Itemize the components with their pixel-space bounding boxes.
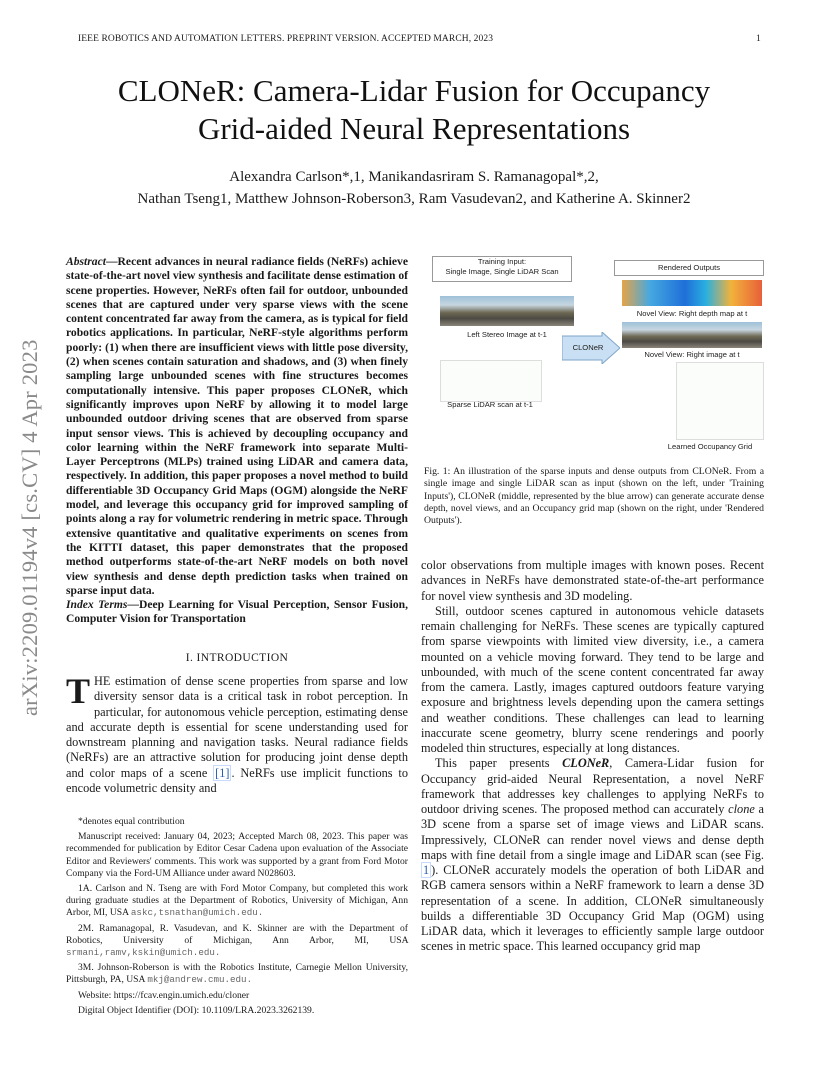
training-input-box <box>432 256 572 282</box>
authors-line-2: Nathan Tseng1, Matthew Johnson-Roberson3, Ram Vasudevan2, and Katherine A. Skinner2 <box>137 191 691 207</box>
novel-image <box>622 322 762 348</box>
page-number: 1 <box>756 34 761 44</box>
right-column-body <box>421 558 764 955</box>
footnote-website: Website: https://fcav.engin.umich.edu/cloner <box>78 989 250 1001</box>
intro-text-1: estimation of dense scene properties from sparse and low diversity sensor data is a critical task in robot perception. In particular, for autonomous vehicle perception, estimating dense and accurate depth is essential for scene understanding used for downstream planning and navigation tasks. Neural radiance fields (NeRFs) are an attractive solution for producing joint dense depth and color maps of a scene <box>66 674 408 780</box>
sparse-lidar-image <box>440 360 542 402</box>
index-terms-label: Index Terms <box>66 598 128 611</box>
figure-caption: Fig. 1: An illustration of the sparse inputs and dense outputs from CLONeR. From a single image and single LiDAR scan as input (shown on the left, under 'Training Inputs'), CLONeR (middle, represented by the blue arrow) can generate accurate dense depth, novel views, and an Occupancy grid map (shown on the right, under 'Rendered Outputs'). <box>424 466 764 527</box>
p3-end: ). CLONeR accurately models the operation of both LiDAR and RGB camera sensors within a NeRF framework to learn a dense 3D representation of a scene. In addition, CLONeR simultaneously builds a differentiable 3D Occupancy Grid Map (OGM) using LiDAR data, which it leverages to efficiently sample large outdoor scenes in metric space. This learned occupancy grid map <box>421 863 764 954</box>
drop-cap: T <box>66 671 91 711</box>
title-line-1: CLONeR: Camera-Lidar Fusion for Occupancy <box>117 73 711 108</box>
running-head: IEEE ROBOTICS AND AUTOMATION LETTERS. PREPRINT VERSION. ACCEPTED MARCH, 2023 <box>78 34 494 44</box>
body-paragraph-3 <box>421 756 764 954</box>
index-terms: Index Terms—Deep Learning for Visual Perception, Sensor Fusion, Computer Vision for Transportation <box>66 598 408 626</box>
footnote-3-email: mkj@andrew.cmu.edu. <box>147 974 253 986</box>
p3-clone: clone <box>728 802 755 816</box>
footnote-equal: *denotes equal contribution <box>78 816 185 827</box>
citation-link[interactable]: [1] <box>215 765 230 780</box>
p3-start: This paper presents <box>435 756 563 771</box>
left-stereo-label: Left Stereo Image at t-1 <box>467 330 547 339</box>
body-paragraph-1: color observations from multiple images with known poses. Recent advances in NeRFs have demonstrated state-of-the-art performance for novel view synthesis and 3D modeling. <box>421 558 764 603</box>
footnote-3 <box>66 962 408 986</box>
title-line-2: Grid-aided Neural Representations <box>197 111 631 146</box>
training-input-label: Training Input: <box>477 257 527 266</box>
footnote-manuscript: Manuscript received: January 04, 2023; Accepted March 08, 2023. This paper was recommended for publication by Editor Cesar Cadena upon evaluation of the Associate Editor and Reviewers' comments. This work was supported by a grant from Ford Motor Company via the Ford-UM Alliance under award N028603. <box>66 831 408 879</box>
body-paragraph-2: Still, outdoor scenes captured in autonomous vehicle datasets remain challenging for NeRFs. These scenes are typically captured from sparse viewpoints with limited view diversity, i.e., a camera mounted on a vehicle moving forward. They tend to be large and unbounded, with much of the scene content concentrated far away from the camera. Lastly, images captured outdoors feature varying exposure and brightness levels depending upon the camera settings and weather conditions. These challenges can lead to learning inaccurate scene geometry, blurry scene renderings and poorly modeled thin structures, especially at long distances. <box>421 603 764 755</box>
footnote-3-text: 3M. Johnson-Roberson is with the Robotics Institute, Carnegie Mellon University, Pittsburgh, PA, USA <box>66 962 408 986</box>
figure-1 <box>432 252 764 457</box>
footnote-doi: Digital Object Identifier (DOI): 10.1109/LRA.2023.3262139. <box>78 1004 315 1016</box>
depth-map-image <box>622 280 762 306</box>
training-input-sublabel: Single Image, Single LiDAR Scan <box>445 267 559 276</box>
arxiv-stamp: arXiv:2209.01194v4 [cs.CV] 4 Apr 2023 <box>17 339 42 716</box>
intro-lead-caps: HE <box>94 674 111 688</box>
paper-title <box>0 72 828 148</box>
occupancy-grid-label: Learned Occupancy Grid <box>667 442 753 451</box>
footnote-2-email: srmani,ramv,kskin@umich.edu. <box>66 947 221 959</box>
abstract-text: Recent advances in neural radiance fields (NeRFs) achieve state-of-the-art novel view synthesis and facilitate dense estimation of scene properties. However, NeRFs often fail for outdoor, unbounded scenes that are captured under very sparse views with the scene content concentrated far away from the camera, as is typical for field robotics applications. In particular, NeRF-style algorithms perform poorly: (1) when there are insufficient views with little pose diversity, (2) when scenes contain saturation and shadows, and (3) when finely sampling large unbounded scenes with fine structures becomes computationally intensive. This paper proposes CLONeR, which significantly improves upon NeRF by allowing it to model large unbounded outdoor driving scenes that are observed from sparse input sensor views. This is achieved by decoupling occupancy and color learning within the NeRF framework into separate Multi-Layer Perceptrons (MLPs) trained using LiDAR and camera data, respectively. In addition, this paper proposes a novel method to build differentiable 3D Occupancy Grid Maps (OGM) alongside the NeRF model, and leverage this occupancy grid for improved sampling of points along a ray for volumetric rendering in metric space. Through extensive quantitative and qualitative experiments on scenes from the KITTI dataset, this paper demonstrates that the proposed method outperforms state-of-the-art NeRF models on both novel view synthesis and dense depth prediction tasks when trained on sparse input data. <box>66 255 408 597</box>
index-terms-text: Deep Learning for Visual Perception, Sensor Fusion, Computer Vision for Transportation <box>66 598 408 626</box>
rendered-outputs-box: Rendered Outputs <box>614 260 764 276</box>
cloner-label: CLONeR <box>572 343 604 352</box>
footnote-1-text: 1A. Carlson and N. Tseng are with Ford Motor Company, but completed this work during graduate studies at the Department of Robotics, University of Michigan, Ann Arbor, MI, USA <box>66 883 408 919</box>
occupancy-grid-image <box>676 362 764 440</box>
novel-image-label: Novel View: Right image at t <box>644 350 740 359</box>
figure-reference-link[interactable]: 1 <box>423 863 430 877</box>
p3-mid2: a 3D scene from a sparse set of image views and LiDAR scans. Impressively, CLONeR can render novel views and dense depth maps with fine detail from a single image and LiDAR scan (see Fig. <box>421 802 764 862</box>
sparse-lidar-label: Sparse LiDAR scan at t-1 <box>447 400 533 409</box>
footnote-1-email: askc,tsnathan@umich.edu. <box>130 907 264 919</box>
p3-mid: , Camera-Lidar fusion for Occupancy grid-aided Neural Representation, a novel NeRF framework that addresses key challenges to applying NeRFs to outdoor driving scenes. The proposed method can accurately <box>421 756 765 816</box>
footnotes <box>66 816 408 1020</box>
left-stereo-image <box>440 296 574 326</box>
abstract-label: Abstract <box>66 255 106 268</box>
novel-depth-label: Novel View: Right depth map at t <box>636 309 748 318</box>
authors-line-1: Alexandra Carlson*,1, Manikandasriram S. Ramanagopal*,2, <box>229 169 599 185</box>
author-list <box>0 166 828 210</box>
footnote-2-text: 2M. Ramanagopal, R. Vasudevan, and K. Skinner are with the Department of Robotics, University of Michigan, Ann Arbor, MI, USA <box>66 922 408 946</box>
abstract: Abstract—Recent advances in neural radiance fields (NeRFs) achieve state-of-the-art novel view synthesis and facilitate dense estimation of scene properties. However, NeRFs often fail for outdoor, unbounded scenes that are captured under very sparse views with the scene content concentrated far away from the camera, as is typical for field robotics applications. In particular, NeRF-style algorithms perform poorly: (1) when there are insufficient views with little pose diversity, (2) when scenes contain saturation and shadows, and (3) when finely sampling large unbounded scenes with fine structures becomes computationally intensive. This paper proposes CLONeR, which significantly improves upon NeRF by allowing it to model large unbounded outdoor driving scenes that are observed from sparse input sensor views. This is achieved by decoupling occupancy and color learning within the NeRF framework into separate Multi-Layer Perceptrons (MLPs) trained using LiDAR and camera data, respectively. In addition, this paper proposes a novel method to build differentiable 3D Occupancy Grid Maps (OGM) alongside the NeRF model, and leverage this occupancy grid for improved sampling of points along a ray for volumetric rendering in metric space. Through extensive quantitative and qualitative experiments on scenes from the KITTI dataset, this paper demonstrates that the proposed method outperforms state-of-the-art NeRF models on both novel view synthesis and dense depth prediction tasks when trained on sparse input data. <box>66 255 408 597</box>
footnote-1 <box>66 883 408 920</box>
intro-text-2: . NeRFs use implicit functions to encode volumetric density and <box>66 765 408 796</box>
intro-paragraph <box>66 671 408 796</box>
p3-name: CLONeR <box>562 756 610 771</box>
section-heading: I. INTRODUCTION <box>185 652 289 664</box>
footnote-2 <box>66 923 408 960</box>
